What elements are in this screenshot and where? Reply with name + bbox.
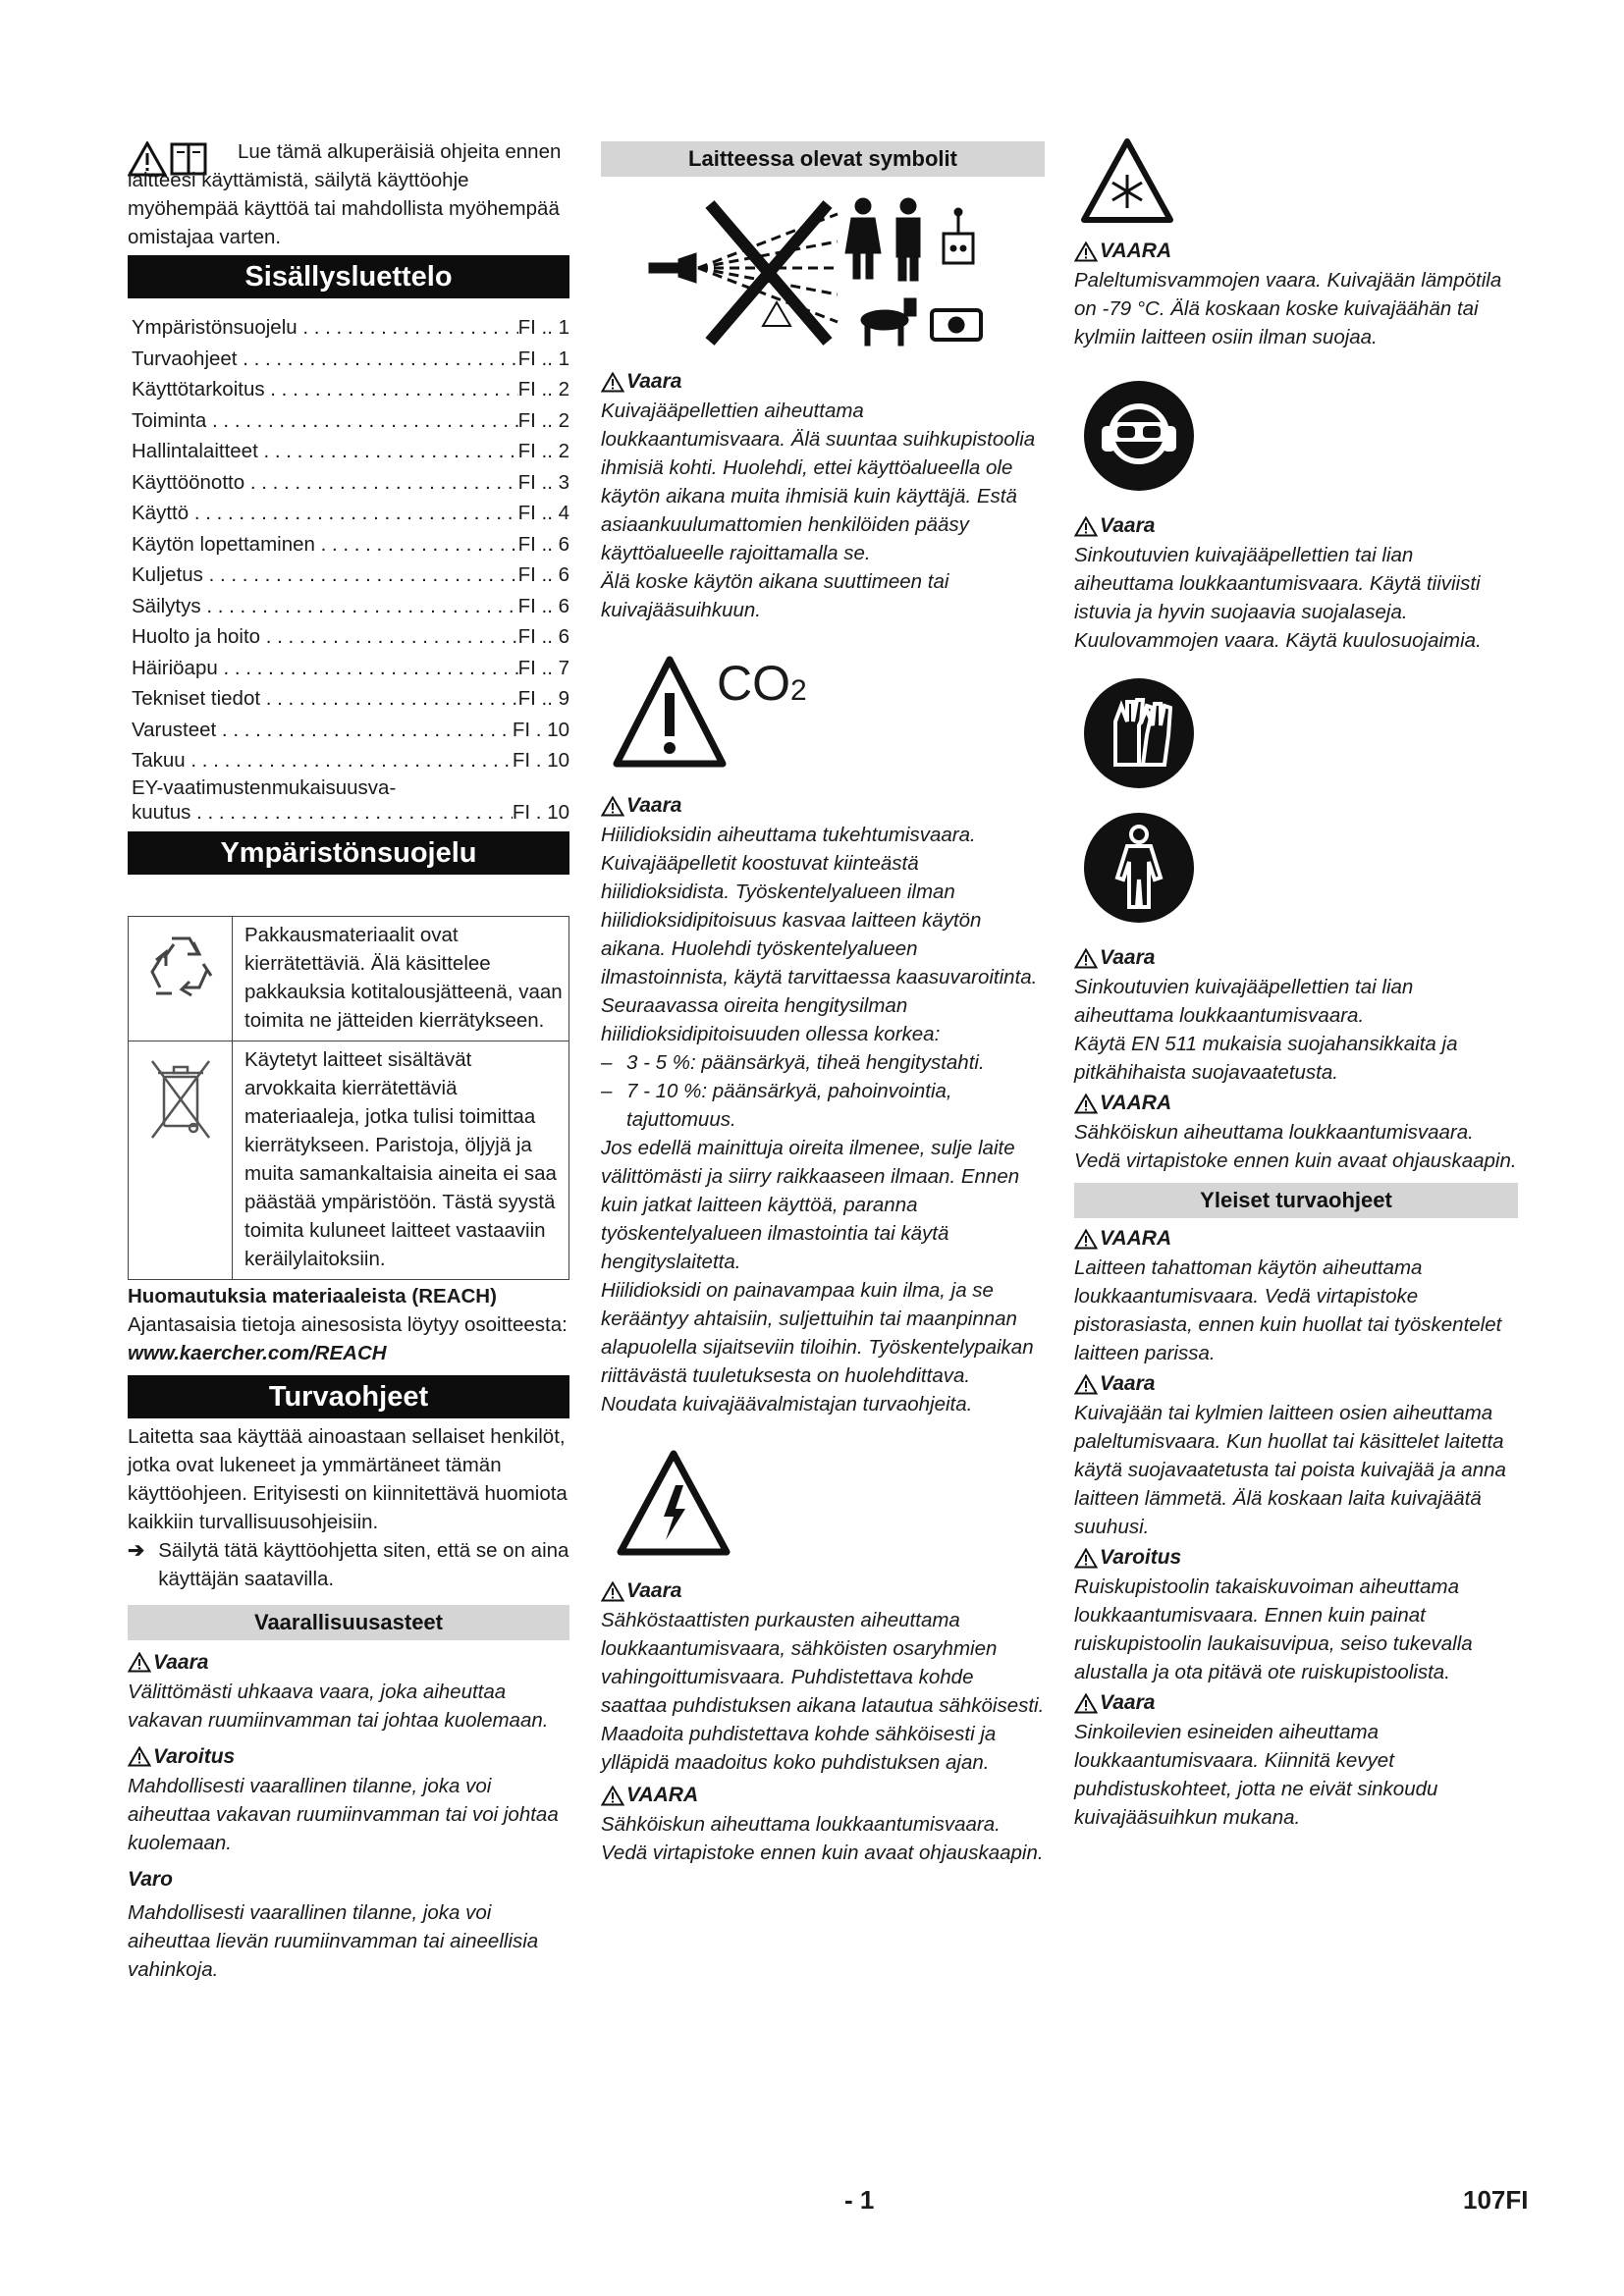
warning-text: Sinkoilevien esineiden aiheuttama loukkaantumisvaara. Kiinnitä kevyet puhdistuskohteet, jotta ne eivät sinkoudu kuivajääsuihkun mukana. bbox=[1074, 1721, 1438, 1829]
arrow-right-icon: ➔ bbox=[128, 1538, 145, 1562]
electric-warning-sign bbox=[615, 1448, 1045, 1563]
safety-arrow-text: Säilytä tätä käyttöohjetta siten, että se on aina käyttäjän saatavilla. bbox=[158, 1538, 569, 1590]
env-icon-cell bbox=[129, 917, 233, 1041]
toc-title: Toiminta . . . bbox=[132, 405, 518, 437]
toc-row bbox=[132, 715, 569, 746]
env-row-packaging bbox=[129, 917, 568, 1041]
toc-row bbox=[132, 621, 569, 653]
toc-title: Varusteet . . . bbox=[132, 715, 513, 746]
toc-ref: FI .. 7 bbox=[517, 656, 569, 679]
level-text: Välittömästi uhkaava vaara, joka aiheuttaa vakavan ruumiinvamman tai johtaa kuolemaan. bbox=[128, 1680, 549, 1732]
warning-heading: Varoitus bbox=[1074, 1543, 1518, 1573]
toc-ref: FI .. 6 bbox=[517, 532, 569, 556]
warning-triangle-icon bbox=[601, 796, 624, 817]
env-packaging-text: Pakkausmateriaalit ovat kierrätettäviä. Älä käsittelee pakkauksia kotitalousjätteenä, vaan toimita ne jätteiden kierrätykseen. bbox=[244, 923, 563, 1032]
general-warning-1 bbox=[1074, 1224, 1518, 1367]
crossed-bin-icon bbox=[146, 1055, 215, 1144]
toc-row bbox=[132, 591, 569, 622]
warning-triangle-icon bbox=[1074, 1374, 1098, 1395]
toc-row bbox=[132, 467, 569, 499]
recycling-icon bbox=[142, 931, 219, 1005]
toc-ref: FI . 10 bbox=[512, 749, 569, 772]
warning-text: Noudata kuivajäävalmistajan turvaohjeita. bbox=[601, 1393, 973, 1415]
level-heading: Vaara bbox=[128, 1648, 569, 1678]
toc-row bbox=[132, 653, 569, 684]
page-code: 107FI bbox=[1463, 2185, 1529, 2215]
toc-row bbox=[132, 683, 569, 715]
safety-arrow-item bbox=[128, 1536, 569, 1593]
toc-row bbox=[132, 498, 569, 529]
level-text: Mahdollisesti vaarallinen tilanne, joka voi aiheuttaa lievän ruumiinvamman tai aineellisia vahinkoja. bbox=[128, 1900, 539, 1981]
section-title-symbols: Laitteessa olevat symbolit bbox=[601, 141, 1045, 177]
toc-title: Ympäristönsuojelu . . . bbox=[132, 312, 518, 344]
protective-clothing-icon bbox=[1082, 811, 1196, 925]
warning-triangle-icon bbox=[128, 1652, 151, 1673]
toc-title: Hallintalaitteet . . . bbox=[132, 436, 518, 467]
toc-row-last bbox=[128, 776, 569, 826]
env-icon-cell bbox=[129, 1041, 233, 1279]
toc-last-ref: FI . 10 bbox=[512, 800, 569, 824]
section-title-toc: Sisällysluettelo bbox=[128, 255, 569, 298]
toc-ref: FI .. 9 bbox=[517, 687, 569, 710]
toc-title: Säilytys . . . bbox=[132, 591, 518, 622]
warning-triangle-icon bbox=[1074, 1693, 1098, 1714]
intro-text: Lue tämä alkuperäisiä ohjeita ennen laitteesi käyttämistä, säilytä käyttöohje myöhempää käyttöä tai mahdollista myöhempää omistajaa varten. bbox=[128, 140, 562, 248]
toc-row bbox=[132, 436, 569, 467]
warning-heading: Vaara bbox=[1074, 943, 1518, 973]
co2-label: CO2 bbox=[717, 656, 807, 711]
warning-text: Laitteen tahattoman käytön aiheuttama loukkaantumisvaara. Vedä virtapistoke pistorasiasta, ennen kuin huollat tai työskentelet laitteen parissa. bbox=[1074, 1256, 1502, 1364]
warning-text: Jos edellä mainittuja oireita ilmenee, sulje laite välittömästi ja siirry raikkaaseen ilmaan. Ennen kuin jatkat laitteen käyttöä, paranna työskentelyalueen ilmastointia tai käytä hengityslaitetta. bbox=[601, 1137, 1020, 1273]
toc-row bbox=[132, 745, 569, 776]
warning-heading: VAARA bbox=[1074, 1089, 1518, 1118]
general-warning-4 bbox=[1074, 1688, 1518, 1832]
warning-triangle-icon bbox=[1074, 1094, 1098, 1114]
warning-triangle-icon bbox=[601, 372, 624, 393]
level-varoitus bbox=[128, 1742, 569, 1857]
list-item: – 7 - 10 %: päänsärkyä, pahoinvointia, tajuttomuus. bbox=[601, 1080, 952, 1131]
warning-heading: VAARA bbox=[1074, 1224, 1518, 1254]
warning-text: Sähköiskun aiheuttama loukkaantumisvaara. Vedä virtapistoke ennen kuin avaat ohjauskaapin. bbox=[1074, 1121, 1517, 1172]
toc-title: Käytön lopettaminen . . . bbox=[132, 529, 518, 561]
toc-ref: FI .. 6 bbox=[517, 625, 569, 648]
toc-last-line1: EY-vaatimustenmukaisuusva- bbox=[132, 775, 397, 799]
gloves-sign bbox=[1082, 676, 1518, 795]
toc-ref: FI .. 2 bbox=[517, 378, 569, 400]
warning-heading: Vaara bbox=[1074, 511, 1518, 541]
section-title-environment: Ympäristönsuojelu bbox=[128, 831, 569, 875]
level-text: Mahdollisesti vaarallinen tilanne, joka voi aiheuttaa vakavan ruumiinvamman tai voi johtaa kuolemaan. bbox=[128, 1774, 559, 1854]
environment-table bbox=[128, 916, 569, 1280]
warning-col3-1 bbox=[1074, 237, 1518, 351]
toc-title: Käyttöönotto . . . bbox=[132, 467, 518, 499]
protective-suit-sign bbox=[1082, 811, 1518, 930]
warning-heading: Vaara bbox=[1074, 1688, 1518, 1718]
section-title-general-safety: Yleiset turvaohjeet bbox=[1074, 1183, 1518, 1218]
toc-ref: FI .. 1 bbox=[517, 316, 569, 339]
toc-title: Kuljetus . . . bbox=[132, 560, 518, 591]
frost-warning-sign bbox=[1080, 137, 1518, 231]
table-of-contents bbox=[128, 312, 569, 776]
toc-ref: FI .. 2 bbox=[517, 440, 569, 462]
co2-warning-sign bbox=[611, 654, 1045, 772]
toc-title: Käyttötarkoitus . . . bbox=[132, 374, 518, 405]
warning-heading: VAARA bbox=[601, 1781, 1045, 1810]
toc-ref: FI .. 1 bbox=[517, 347, 569, 370]
goggles-ear-protection-sign bbox=[1082, 379, 1518, 498]
reach-text: Ajantasaisia tietoja ainesosista löytyy osoitteesta: bbox=[128, 1312, 568, 1336]
warning-triangle-icon bbox=[1074, 1229, 1098, 1250]
warning-col2-1 bbox=[601, 367, 1045, 624]
toc-title: Häiriöapu . . . bbox=[132, 653, 518, 684]
toc-row bbox=[132, 374, 569, 405]
safety-intro: Laitetta saa käyttää ainoastaan sellaiset henkilöt, jotka ovat lukeneet ja ymmärtäneet tämän käyttöohjeen. Erityisesti on kiinnitettävä huomiota kaikkiin turvallisuusohjeisiin. bbox=[128, 1424, 568, 1533]
reach-title: Huomautuksia materiaaleista (REACH) bbox=[128, 1284, 497, 1308]
warning-triangle-icon bbox=[1074, 948, 1098, 969]
section-title-danger-levels: Vaarallisuusasteet bbox=[128, 1605, 569, 1640]
toc-row bbox=[132, 312, 569, 344]
toc-ref: FI .. 6 bbox=[517, 594, 569, 617]
warning-triangle-icon bbox=[128, 1746, 151, 1767]
warning-col3-2 bbox=[1074, 511, 1518, 655]
column-1 bbox=[128, 137, 569, 1984]
reach-url-link[interactable]: www.kaercher.com/REACH bbox=[128, 1341, 387, 1364]
toc-ref: FI . 10 bbox=[512, 718, 569, 741]
warning-text: Kuivajääpellettien aiheuttama loukkaantumisvaara. Älä suuntaa suihkupistoolia ihmisiä kohti. Huolehdi, ettei käyttöalueella ole käytön aikana muita ihmisiä kuin käyttäjä. Estä asiaankuulumattomien henkilöiden pääsy käyttöalueelle rajoittamalla se. bbox=[601, 400, 1036, 564]
eye-ear-protection-icon bbox=[1082, 379, 1196, 493]
warning-heading: VAARA bbox=[1074, 237, 1518, 266]
level-varo bbox=[128, 1865, 569, 1984]
toc-title: Takuu . . . bbox=[132, 745, 513, 776]
level-heading: Varo bbox=[128, 1867, 173, 1891]
toc-row bbox=[132, 560, 569, 591]
toc-title: Huolto ja hoito . . . bbox=[132, 621, 518, 653]
warning-text: Kuivajään tai kylmien laitteen osien aiheuttama paleltumisvaara. Kun huollat tai käsittelet laitetta käytä suojavaatetusta tai poista kuivajää ja anna laitteen lämmetä. Älä koskaan laita kuivajäätä suuhusi. bbox=[1074, 1402, 1506, 1538]
toc-row bbox=[132, 529, 569, 561]
toc-ref: FI .. 3 bbox=[517, 470, 569, 494]
high-voltage-icon bbox=[615, 1448, 732, 1558]
section-title-safety: Turvaohjeet bbox=[128, 1375, 569, 1418]
env-devices-text: Käytetyt laitteet sisältävät arvokkaita kierrätettäviä materiaaleja, jotka tulisi toimittaa kierrätykseen. Paristoja, öljyjä ja muita samankaltaisia aineita ei saa päästää ympäristöön. Tästä syystä toimita kuluneet laitteet vastaaviin keräilylaitoksiin. bbox=[244, 1047, 557, 1270]
symbols-figure bbox=[601, 194, 1045, 351]
warning-text: Sinkoutuvien kuivajääpellettien tai lian aiheuttama loukkaantumisvaara. Käytä tiiviisti istuvia ja hyvin suojaavia suojalaseja. Kuulovammojen vaara. Käytä kuulosuojaimia. bbox=[1074, 544, 1482, 652]
toc-ref: FI .. 6 bbox=[517, 563, 569, 586]
toc-row bbox=[132, 405, 569, 437]
warning-col2-4 bbox=[601, 1781, 1045, 1867]
warning-col3-4 bbox=[1074, 1089, 1518, 1175]
level-heading: Varoitus bbox=[128, 1742, 569, 1772]
warning-heading: Vaara bbox=[601, 791, 1045, 821]
warning-text: Sinkoutuvien kuivajääpellettien tai lian aiheuttama loukkaantumisvaara. bbox=[1074, 976, 1414, 1027]
warning-text: Käytä EN 511 mukaisia suojahansikkaita ja pitkähihaista suojavaatetusta. bbox=[1074, 1033, 1458, 1084]
warning-text: Ruiskupistoolin takaiskuvoiman aiheuttama loukkaantumisvaara. Ennen kuin painat ruiskupistoolin laukaisuvipua, seiso tukevalla alustalla ja ota pitävä ote ruiskupistoolista. bbox=[1074, 1575, 1473, 1683]
column-3 bbox=[1074, 137, 1518, 1832]
column-2 bbox=[601, 137, 1045, 1867]
toc-ref: FI .. 4 bbox=[517, 502, 569, 524]
low-temperature-icon bbox=[1080, 137, 1174, 226]
toc-last-line2: kuutus . . . bbox=[132, 800, 513, 826]
warning-heading: Vaara bbox=[1074, 1369, 1518, 1399]
general-warning-3 bbox=[1074, 1543, 1518, 1686]
toc-title: Käyttö . . . bbox=[132, 498, 518, 529]
level-vaara bbox=[128, 1648, 569, 1735]
toc-title: Turvaohjeet . . . bbox=[132, 344, 518, 375]
warning-triangle-icon bbox=[1074, 516, 1098, 537]
warning-text: Paleltumisvammojen vaara. Kuivajään lämpötila on -79 °C. Älä koskaan koske kuivajäähän tai kylmiin laitteen osiin ilman suojaa. bbox=[1074, 269, 1502, 348]
toc-ref: FI .. 2 bbox=[517, 408, 569, 432]
warning-triangle-icon bbox=[601, 1786, 624, 1806]
warning-text: Hiilidioksidi on painavampaa kuin ilma, ja se kerääntyy ahtaisiin, suljettuihin tai maanpinnan alapuolella sijaitseviin tiloihin. Työskentelypaikan riittävästä tuuletuksesta on huolehdittava. bbox=[601, 1279, 1034, 1387]
warning-triangle-icon bbox=[1074, 241, 1098, 262]
general-warning-2 bbox=[1074, 1369, 1518, 1541]
warning-col2-2 bbox=[601, 791, 1045, 1418]
env-row-devices bbox=[129, 1041, 568, 1279]
warning-text: Sähköstaattisten purkausten aiheuttama loukkaantumisvaara, sähköisten osaryhmien vahingoittumisvaara. Puhdistettava kohde saattaa puhdistuksen aikana latautua sähköisesti. Maadoita puhdistettava kohde sähköisesti ja ylläpidä maadoitus koko puhdistuksen ajan. bbox=[601, 1609, 1045, 1774]
toc-title: Tekniset tiedot . . . bbox=[132, 683, 518, 715]
warning-heading: Vaara bbox=[601, 1576, 1045, 1606]
list-item: – 3 - 5 %: päänsärkyä, tiheä hengitystahti. bbox=[601, 1051, 985, 1074]
toc-row bbox=[132, 344, 569, 375]
warning-text: Älä koske käytön aikana suuttimeen tai kuivajääsuihkuun. bbox=[601, 570, 949, 621]
warning-text: Hiilidioksidin aiheuttama tukehtumisvaara. Kuivajääpelletit koostuvat kiinteästä hiilidioksidista. Työskentelyalueen ilman hiilidioksidipitoisuus kasvaa laitteen käytön aikana. Huolehdi työskentelyalueen ilmastoinnista, käytä tarvittaessa kaasuvaroitinta. Seuraavassa oireita hengitysilman hiilidioksidipitoisuuden ollessa korkea: bbox=[601, 824, 1038, 1045]
warning-heading: Vaara bbox=[601, 367, 1045, 397]
warning-triangle-icon bbox=[601, 1581, 624, 1602]
warning-triangle-icon bbox=[1074, 1548, 1098, 1569]
page-number: - 1 bbox=[844, 2185, 875, 2215]
warning-col3-3 bbox=[1074, 943, 1518, 1087]
no-spraying-people-animals-icon bbox=[641, 194, 1004, 351]
warning-text: Sähköiskun aiheuttama loukkaantumisvaara. Vedä virtapistoke ennen kuin avaat ohjauskaapin. bbox=[601, 1813, 1044, 1864]
warning-col2-3 bbox=[601, 1576, 1045, 1777]
protective-gloves-icon bbox=[1082, 676, 1196, 790]
